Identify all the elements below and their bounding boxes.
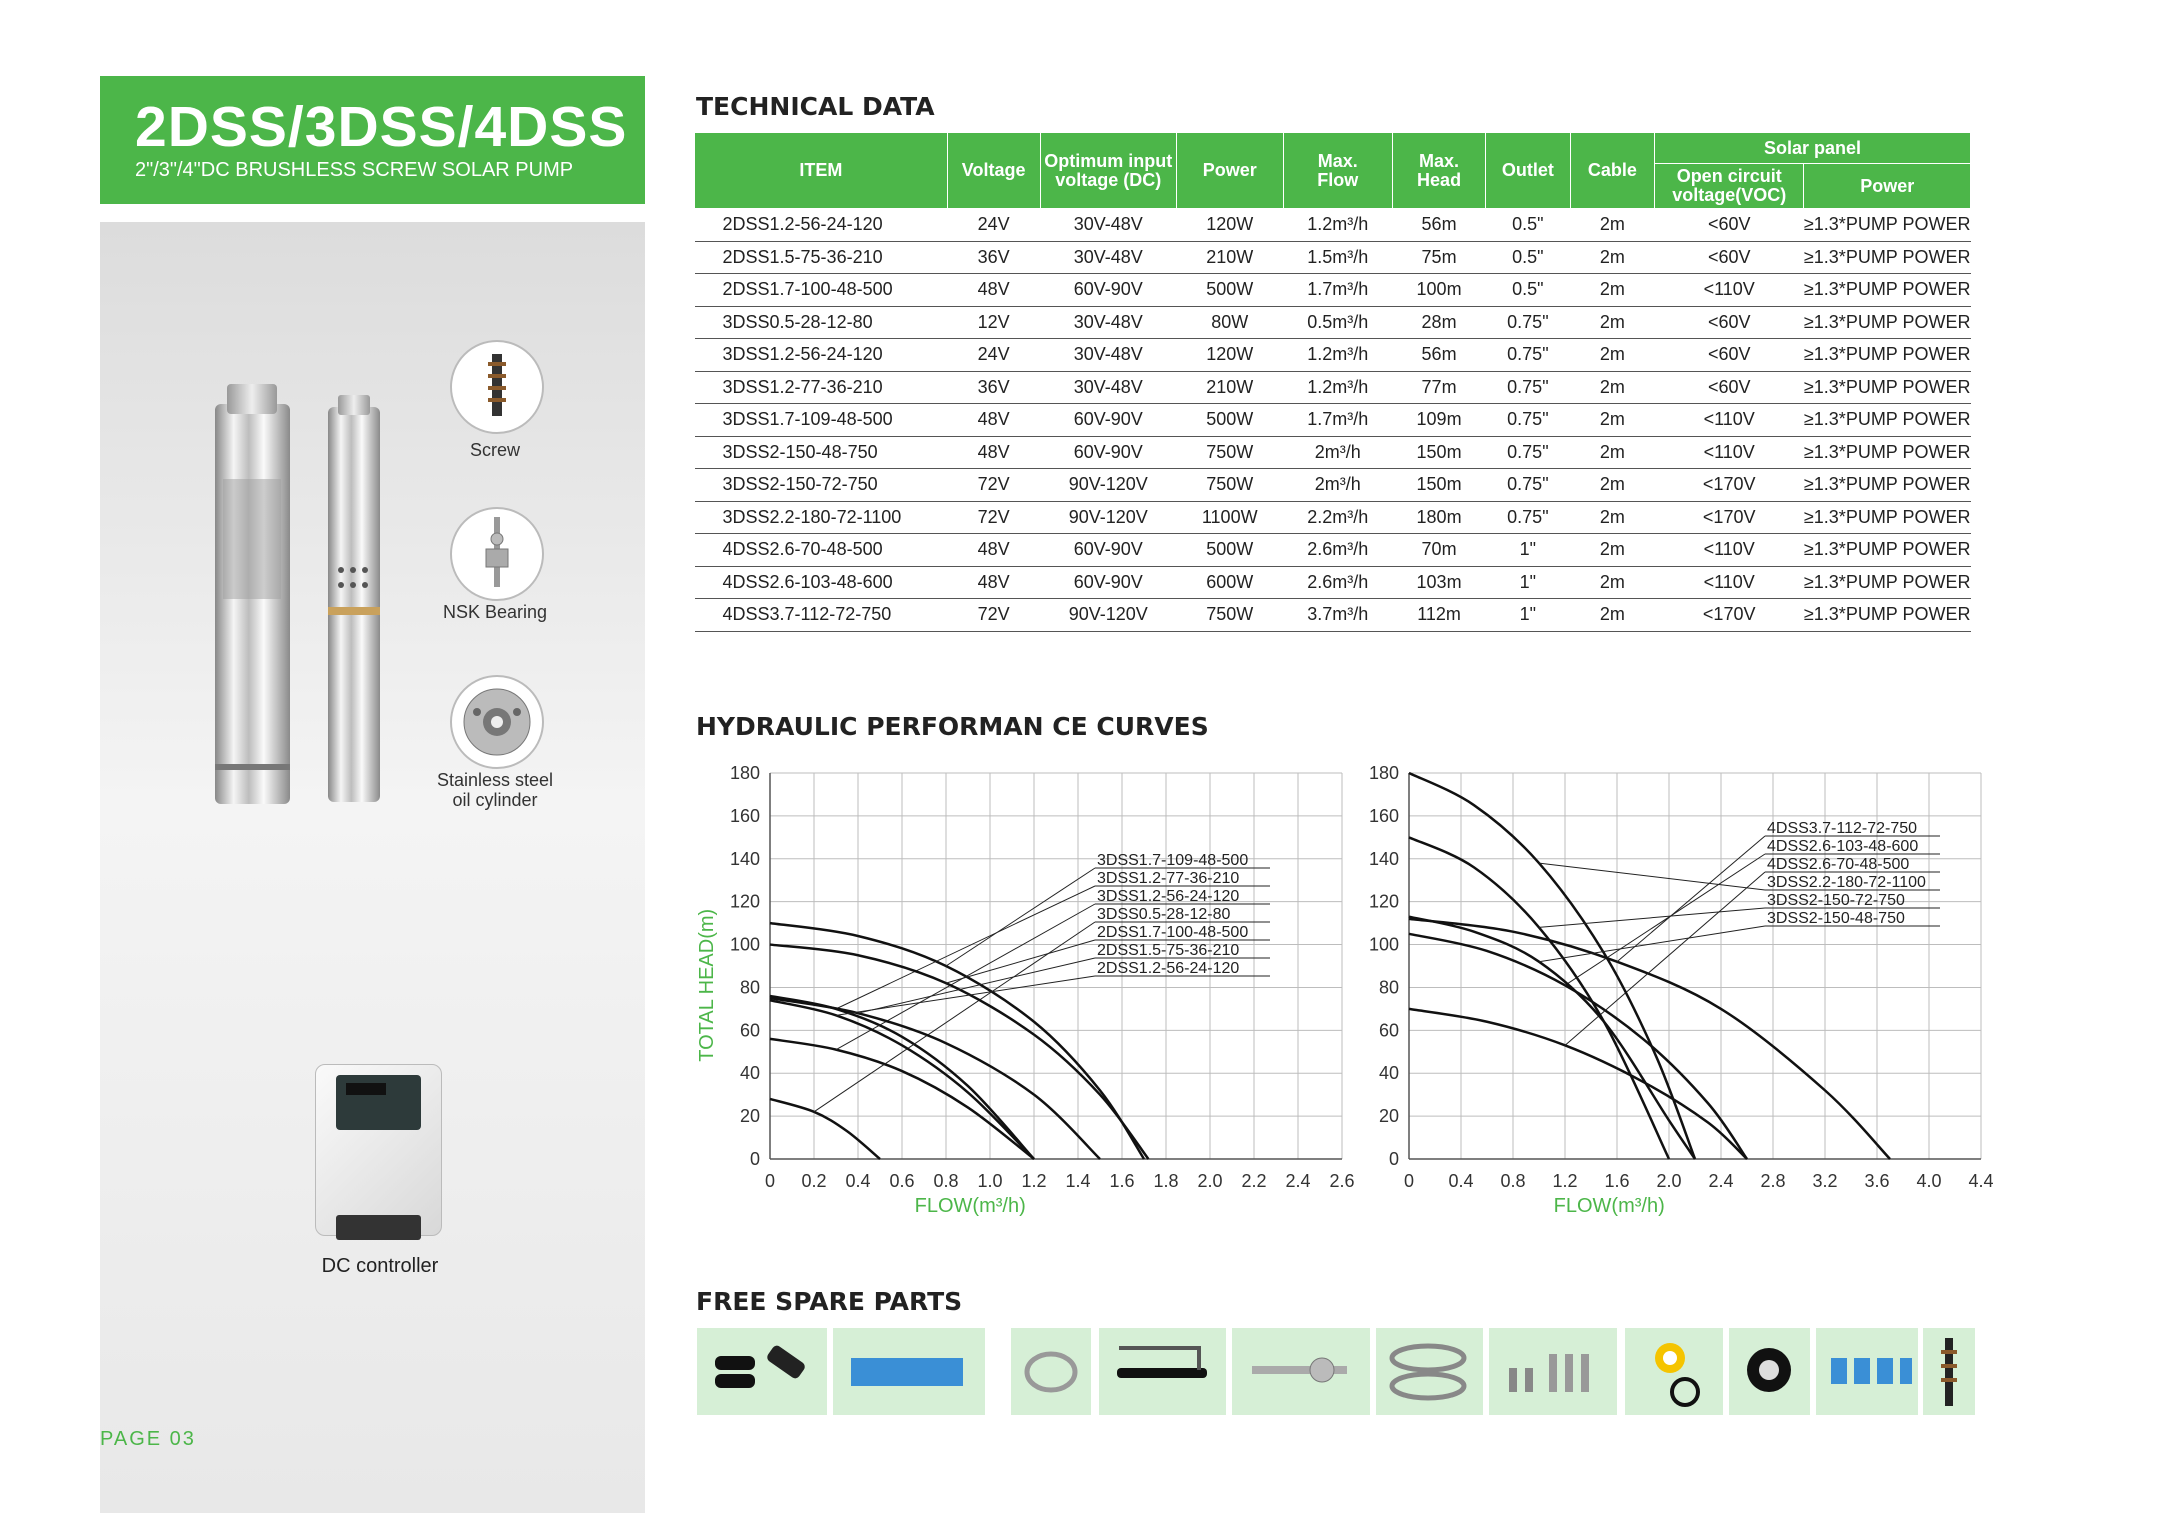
- y-tick-label: 60: [1378, 1020, 1399, 1041]
- table-cell: 90V-120V: [1040, 599, 1176, 632]
- table-cell: 0.75": [1486, 339, 1571, 372]
- x-tick-label: 0.6: [889, 1171, 915, 1191]
- table-row: [695, 371, 1971, 404]
- col-optimum-line1: Optimum input: [1044, 150, 1173, 171]
- table-cell: 75m: [1393, 241, 1486, 274]
- pump-image-right: [328, 407, 380, 802]
- shaft-icon: [1232, 1328, 1370, 1415]
- table-cell: 3DSS0.5-28-12-80: [695, 306, 948, 339]
- x-tick-label: 0.4: [845, 1171, 871, 1191]
- col-flow-line1: Max.: [1317, 150, 1358, 171]
- table-cell: <170V: [1655, 599, 1804, 632]
- x-tick-label: 1.6: [1109, 1171, 1135, 1191]
- col-voc: [1655, 164, 1804, 209]
- series-label: 3DSS2.2-180-72-1100: [1767, 874, 1926, 891]
- x-tick-label: 2.0: [1197, 1171, 1223, 1191]
- col-optimum-line2: voltage (DC): [1055, 169, 1162, 190]
- col-outlet: Outlet: [1486, 133, 1571, 209]
- table-cell: 4DSS3.7-112-72-750: [695, 599, 948, 632]
- table-cell: 120W: [1176, 209, 1283, 242]
- y-tick-label: 40: [739, 1063, 760, 1084]
- table-cell: 48V: [947, 404, 1040, 437]
- col-cable: Cable: [1570, 133, 1654, 209]
- table-cell: ≥1.3*PUMP POWER: [1804, 306, 1971, 339]
- table-cell: 103m: [1393, 566, 1486, 599]
- table-cell: <110V: [1655, 274, 1804, 307]
- table-cell: 4DSS2.6-103-48-600: [695, 566, 948, 599]
- x-tick-label: 1.2: [1552, 1171, 1578, 1191]
- table-cell: 48V: [947, 534, 1040, 567]
- table-cell: 750W: [1176, 599, 1283, 632]
- x-tick-label: 1.6: [1604, 1171, 1630, 1191]
- table-cell: 1": [1486, 566, 1571, 599]
- table-cell: 2.6m³/h: [1283, 534, 1392, 567]
- table-cell: ≥1.3*PUMP POWER: [1804, 436, 1971, 469]
- series-leader-line: [858, 958, 1095, 1013]
- table-cell: ≥1.3*PUMP POWER: [1804, 599, 1971, 632]
- table-cell: ≥1.3*PUMP POWER: [1804, 209, 1971, 242]
- table-cell: 500W: [1176, 274, 1283, 307]
- table-cell: 60V-90V: [1040, 404, 1176, 437]
- feature-label-bearing: NSK Bearing: [442, 602, 548, 622]
- table-cell: 100m: [1393, 274, 1486, 307]
- y-tick-label: 120: [729, 891, 760, 912]
- table-cell: 1.2m³/h: [1283, 209, 1392, 242]
- table-cell: <60V: [1655, 306, 1804, 339]
- cable-connectors-icon: [1816, 1328, 1918, 1415]
- col-voc-line1: Open circuit: [1676, 166, 1782, 186]
- dc-controller-image: [315, 1064, 442, 1236]
- table-cell: 70m: [1393, 534, 1486, 567]
- x-tick-label: 0.8: [1500, 1171, 1526, 1191]
- table-cell: 2m: [1570, 209, 1654, 242]
- table-cell: 1.2m³/h: [1283, 371, 1392, 404]
- x-tick-label: 1.4: [1065, 1171, 1091, 1191]
- table-cell: 4DSS2.6-70-48-500: [695, 534, 948, 567]
- table-cell: 60V-90V: [1040, 566, 1176, 599]
- table-cell: 56m: [1393, 339, 1486, 372]
- y-tick-label: 120: [1368, 891, 1399, 912]
- series-label: 3DSS1.2-77-36-210: [1097, 870, 1240, 887]
- table-cell: 2m³/h: [1283, 436, 1392, 469]
- y-tick-label: 0: [1388, 1149, 1399, 1169]
- table-cell: ≥1.3*PUMP POWER: [1804, 241, 1971, 274]
- y-tick-label: 180: [1368, 763, 1399, 783]
- y-tick-label: 180: [729, 763, 760, 783]
- x-tick-label: 4.4: [1968, 1171, 1994, 1191]
- table-row: [695, 306, 1971, 339]
- table-cell: ≥1.3*PUMP POWER: [1804, 404, 1971, 437]
- table-cell: 150m: [1393, 436, 1486, 469]
- y-tick-label: 100: [1368, 934, 1399, 955]
- table-row: [695, 339, 1971, 372]
- table-cell: 109m: [1393, 404, 1486, 437]
- carabiner-icon: [1376, 1328, 1483, 1415]
- y-tick-label: 160: [729, 805, 760, 826]
- table-cell: ≥1.3*PUMP POWER: [1804, 501, 1971, 534]
- table-cell: 500W: [1176, 534, 1283, 567]
- series-label: 4DSS3.7-112-72-750: [1767, 820, 1918, 837]
- table-cell: <110V: [1655, 404, 1804, 437]
- table-cell: 30V-48V: [1040, 241, 1176, 274]
- y-tick-label: 0: [749, 1149, 760, 1169]
- table-cell: 30V-48V: [1040, 339, 1176, 372]
- table-cell: 1.7m³/h: [1283, 404, 1392, 437]
- table-cell: 2DSS1.2-56-24-120: [695, 209, 948, 242]
- table-cell: 3DSS2.2-180-72-1100: [695, 501, 948, 534]
- table-cell: 750W: [1176, 469, 1283, 502]
- x-tick-label: 2.2: [1241, 1171, 1267, 1191]
- table-cell: 2m³/h: [1283, 469, 1392, 502]
- series-curve: [1409, 773, 1695, 1159]
- series-label: 2DSS1.5-75-36-210: [1097, 942, 1240, 959]
- model-title: 2DSS/3DSS/4DSS: [135, 95, 628, 159]
- teflon-tape-icon: [1625, 1328, 1723, 1415]
- table-row: [695, 274, 1971, 307]
- table-cell: 1": [1486, 534, 1571, 567]
- col-max-flow: [1283, 133, 1392, 209]
- table-cell: 12V: [947, 306, 1040, 339]
- table-cell: ≥1.3*PUMP POWER: [1804, 274, 1971, 307]
- series-label: 2DSS1.7-100-48-500: [1097, 924, 1249, 941]
- x-tick-label: 2.8: [1760, 1171, 1786, 1191]
- screw-icon: [450, 340, 544, 434]
- performance-curves-title: HYDRAULIC PERFORMAN CE CURVES: [696, 712, 1209, 741]
- col-voc-line2: voltage(VOC): [1672, 185, 1787, 205]
- table-cell: 0.75": [1486, 306, 1571, 339]
- table-row: [695, 209, 1971, 242]
- table-cell: 36V: [947, 241, 1040, 274]
- table-row: [695, 566, 1971, 599]
- table-cell: 1.7m³/h: [1283, 274, 1392, 307]
- table-row: [695, 501, 1971, 534]
- table-cell: 2m: [1570, 534, 1654, 567]
- table-cell: 90V-120V: [1040, 469, 1176, 502]
- table-cell: 30V-48V: [1040, 306, 1176, 339]
- table-cell: <60V: [1655, 371, 1804, 404]
- table-row: [695, 404, 1971, 437]
- table-cell: 2m: [1570, 501, 1654, 534]
- table-cell: 48V: [947, 436, 1040, 469]
- col-item: ITEM: [695, 133, 948, 209]
- table-cell: 30V-48V: [1040, 209, 1176, 242]
- col-head-line2: Head: [1417, 169, 1462, 190]
- table-cell: 1.5m³/h: [1283, 241, 1392, 274]
- product-image-panel: [100, 222, 645, 1513]
- table-row: [695, 599, 1971, 632]
- cylinder-icon: [450, 675, 544, 769]
- x-tick-label: 0.2: [801, 1171, 827, 1191]
- technical-data-table: [694, 132, 1971, 632]
- table-cell: ≥1.3*PUMP POWER: [1804, 469, 1971, 502]
- table-row: [695, 534, 1971, 567]
- x-tick-label: 1.8: [1153, 1171, 1179, 1191]
- table-cell: 210W: [1176, 241, 1283, 274]
- table-cell: 77m: [1393, 371, 1486, 404]
- table-cell: 2m: [1570, 599, 1654, 632]
- table-cell: 72V: [947, 469, 1040, 502]
- series-leader-line: [836, 886, 1095, 1009]
- table-cell: 30V-48V: [1040, 371, 1176, 404]
- series-label: 3DSS2-150-72-750: [1767, 892, 1905, 909]
- table-cell: 72V: [947, 599, 1040, 632]
- table-cell: 3DSS1.2-77-36-210: [695, 371, 948, 404]
- product-subtitle: 2"/3"/4"DC BRUSHLESS SCREW SOLAR PUMP: [135, 159, 574, 181]
- table-row: [695, 469, 1971, 502]
- col-voltage: Voltage: [947, 133, 1040, 209]
- table-cell: 0.5": [1486, 209, 1571, 242]
- table-cell: 1100W: [1176, 501, 1283, 534]
- table-cell: <170V: [1655, 469, 1804, 502]
- series-label: 3DSS0.5-28-12-80: [1097, 906, 1231, 923]
- x-tick-label: 0: [764, 1171, 776, 1191]
- x-tick-label: 1.2: [1021, 1171, 1047, 1191]
- table-cell: <60V: [1655, 339, 1804, 372]
- x-tick-label: 0.8: [933, 1171, 959, 1191]
- col-optimum-voltage: [1040, 133, 1176, 209]
- series-leader-line: [836, 904, 1095, 1050]
- table-cell: 120W: [1176, 339, 1283, 372]
- table-cell: 210W: [1176, 371, 1283, 404]
- table-cell: 60V-90V: [1040, 436, 1176, 469]
- table-cell: 36V: [947, 371, 1040, 404]
- table-cell: 60V-90V: [1040, 274, 1176, 307]
- col-power: Power: [1176, 133, 1283, 209]
- series-label: 3DSS2-150-48-750: [1767, 910, 1905, 927]
- y-tick-label: 80: [739, 977, 760, 998]
- series-label: 3DSS1.7-109-48-500: [1097, 852, 1249, 869]
- table-cell: 3.7m³/h: [1283, 599, 1392, 632]
- table-cell: 500W: [1176, 404, 1283, 437]
- table-cell: 48V: [947, 566, 1040, 599]
- technical-data-title: TECHNICAL DATA: [696, 92, 935, 121]
- blue-pipe-icon: [833, 1328, 985, 1415]
- technical-data-body: [695, 209, 1971, 632]
- series-leader-line: [1617, 836, 1765, 962]
- table-cell: 750W: [1176, 436, 1283, 469]
- table-cell: 0.75": [1486, 436, 1571, 469]
- y-tick-label: 140: [1368, 848, 1399, 869]
- y-tick-label: 60: [739, 1020, 760, 1041]
- table-cell: 90V-120V: [1040, 501, 1176, 534]
- table-cell: <110V: [1655, 436, 1804, 469]
- y-tick-label: 80: [1378, 977, 1399, 998]
- col-max-head: [1393, 133, 1486, 209]
- series-label: 3DSS1.2-56-24-120: [1097, 888, 1240, 905]
- table-cell: <170V: [1655, 501, 1804, 534]
- table-cell: 28m: [1393, 306, 1486, 339]
- table-cell: 48V: [947, 274, 1040, 307]
- table-cell: <60V: [1655, 241, 1804, 274]
- x-axis-title: FLOW(m³/h): [914, 1195, 1026, 1217]
- table-cell: ≥1.3*PUMP POWER: [1804, 566, 1971, 599]
- table-cell: 2m: [1570, 566, 1654, 599]
- table-cell: 2m: [1570, 306, 1654, 339]
- hose-clamp-icon: [1011, 1328, 1091, 1415]
- series-curve: [770, 1099, 880, 1159]
- table-cell: ≥1.3*PUMP POWER: [1804, 339, 1971, 372]
- table-cell: 112m: [1393, 599, 1486, 632]
- table-cell: 2m: [1570, 436, 1654, 469]
- series-label: 2DSS1.2-56-24-120: [1097, 960, 1240, 977]
- series-curve: [1409, 934, 1747, 1159]
- table-cell: 0.75": [1486, 469, 1571, 502]
- table-cell: 56m: [1393, 209, 1486, 242]
- performance-chart-right: [1340, 755, 2000, 1225]
- table-cell: 0.5": [1486, 241, 1571, 274]
- table-cell: 2.6m³/h: [1283, 566, 1392, 599]
- table-cell: 180m: [1393, 501, 1486, 534]
- table-cell: 2m: [1570, 469, 1654, 502]
- table-cell: 2m: [1570, 404, 1654, 437]
- insulation-tape-icon: [1729, 1328, 1810, 1415]
- chart-grid: [770, 773, 1342, 1159]
- col-solar-panel: Solar panel: [1655, 133, 1971, 164]
- performance-chart-left: [680, 755, 1360, 1225]
- col-panel-power: Power: [1804, 164, 1971, 209]
- y-tick-label: 140: [729, 848, 760, 869]
- series-curve: [1409, 1009, 1747, 1159]
- y-tick-label: 100: [729, 934, 760, 955]
- table-cell: 2m: [1570, 274, 1654, 307]
- feature-label-screw: Screw: [469, 440, 520, 460]
- table-cell: 2m: [1570, 371, 1654, 404]
- x-axis-title: FLOW(m³/h): [1553, 1195, 1665, 1217]
- pump-image-left: [215, 404, 290, 804]
- table-cell: 0.5": [1486, 274, 1571, 307]
- col-head-line1: Max.: [1419, 150, 1460, 171]
- x-tick-label: 2.6: [1329, 1171, 1355, 1191]
- x-tick-label: 0: [1403, 1171, 1415, 1191]
- series-label: 4DSS2.6-70-48-500: [1767, 856, 1910, 873]
- feature-label-cylinder-1: Stainless steel: [436, 770, 554, 790]
- table-row: [695, 241, 1971, 274]
- table-cell: 0.75": [1486, 404, 1571, 437]
- table-cell: 2DSS1.5-75-36-210: [695, 241, 948, 274]
- table-cell: 24V: [947, 339, 1040, 372]
- table-cell: 3DSS1.2-56-24-120: [695, 339, 948, 372]
- y-axis-title: TOTAL HEAD(m): [696, 908, 718, 1062]
- table-cell: 80W: [1176, 306, 1283, 339]
- series-leader-line: [1565, 854, 1765, 985]
- table-cell: 1": [1486, 599, 1571, 632]
- x-tick-label: 2.4: [1708, 1171, 1734, 1191]
- page-number: PAGE 03: [100, 1428, 196, 1450]
- table-cell: <110V: [1655, 534, 1804, 567]
- product-title-banner: [100, 76, 645, 204]
- table-cell: 1.2m³/h: [1283, 339, 1392, 372]
- table-cell: 24V: [947, 209, 1040, 242]
- table-cell: 2m: [1570, 339, 1654, 372]
- feature-label-cylinder-2: oil cylinder: [452, 790, 538, 810]
- table-cell: 3DSS1.7-109-48-500: [695, 404, 948, 437]
- table-cell: 600W: [1176, 566, 1283, 599]
- table-cell: 0.5m³/h: [1283, 306, 1392, 339]
- x-tick-label: 0.4: [1448, 1171, 1474, 1191]
- x-tick-label: 3.2: [1812, 1171, 1838, 1191]
- table-cell: <60V: [1655, 209, 1804, 242]
- x-tick-label: 2.4: [1285, 1171, 1311, 1191]
- table-cell: 150m: [1393, 469, 1486, 502]
- series-curve: [770, 998, 1100, 1159]
- bearing-icon: [450, 507, 544, 601]
- table-cell: 60V-90V: [1040, 534, 1176, 567]
- table-cell: 2DSS1.7-100-48-500: [695, 274, 948, 307]
- table-cell: 72V: [947, 501, 1040, 534]
- x-tick-label: 3.6: [1864, 1171, 1890, 1191]
- spare-parts-title: FREE SPARE PARTS: [696, 1287, 963, 1316]
- table-cell: 0.75": [1486, 501, 1571, 534]
- x-tick-label: 4.0: [1916, 1171, 1942, 1191]
- table-cell: 2m: [1570, 241, 1654, 274]
- table-cell: 2.2m³/h: [1283, 501, 1392, 534]
- table-cell: 3DSS2-150-48-750: [695, 436, 948, 469]
- table-row: [695, 436, 1971, 469]
- x-tick-label: 1.0: [977, 1171, 1003, 1191]
- wrench-tool-icon: [1099, 1328, 1226, 1415]
- screw-rotor-icon: [1923, 1328, 1975, 1415]
- y-tick-label: 40: [1378, 1063, 1399, 1084]
- col-flow-line2: Flow: [1317, 169, 1359, 190]
- series-label: 4DSS2.6-103-48-600: [1767, 838, 1919, 855]
- table-cell: ≥1.3*PUMP POWER: [1804, 534, 1971, 567]
- table-cell: <110V: [1655, 566, 1804, 599]
- table-cell: 3DSS2-150-72-750: [695, 469, 948, 502]
- table-cell: ≥1.3*PUMP POWER: [1804, 371, 1971, 404]
- y-tick-label: 20: [739, 1106, 760, 1127]
- controller-label: DC controller: [321, 1255, 439, 1277]
- y-tick-label: 160: [1368, 805, 1399, 826]
- series-leader-line: [1539, 908, 1765, 927]
- screws-icon: [1489, 1328, 1617, 1415]
- y-tick-label: 20: [1378, 1106, 1399, 1127]
- rubber-parts-icon: [697, 1328, 827, 1415]
- table-cell: 0.75": [1486, 371, 1571, 404]
- x-tick-label: 2.0: [1656, 1171, 1682, 1191]
